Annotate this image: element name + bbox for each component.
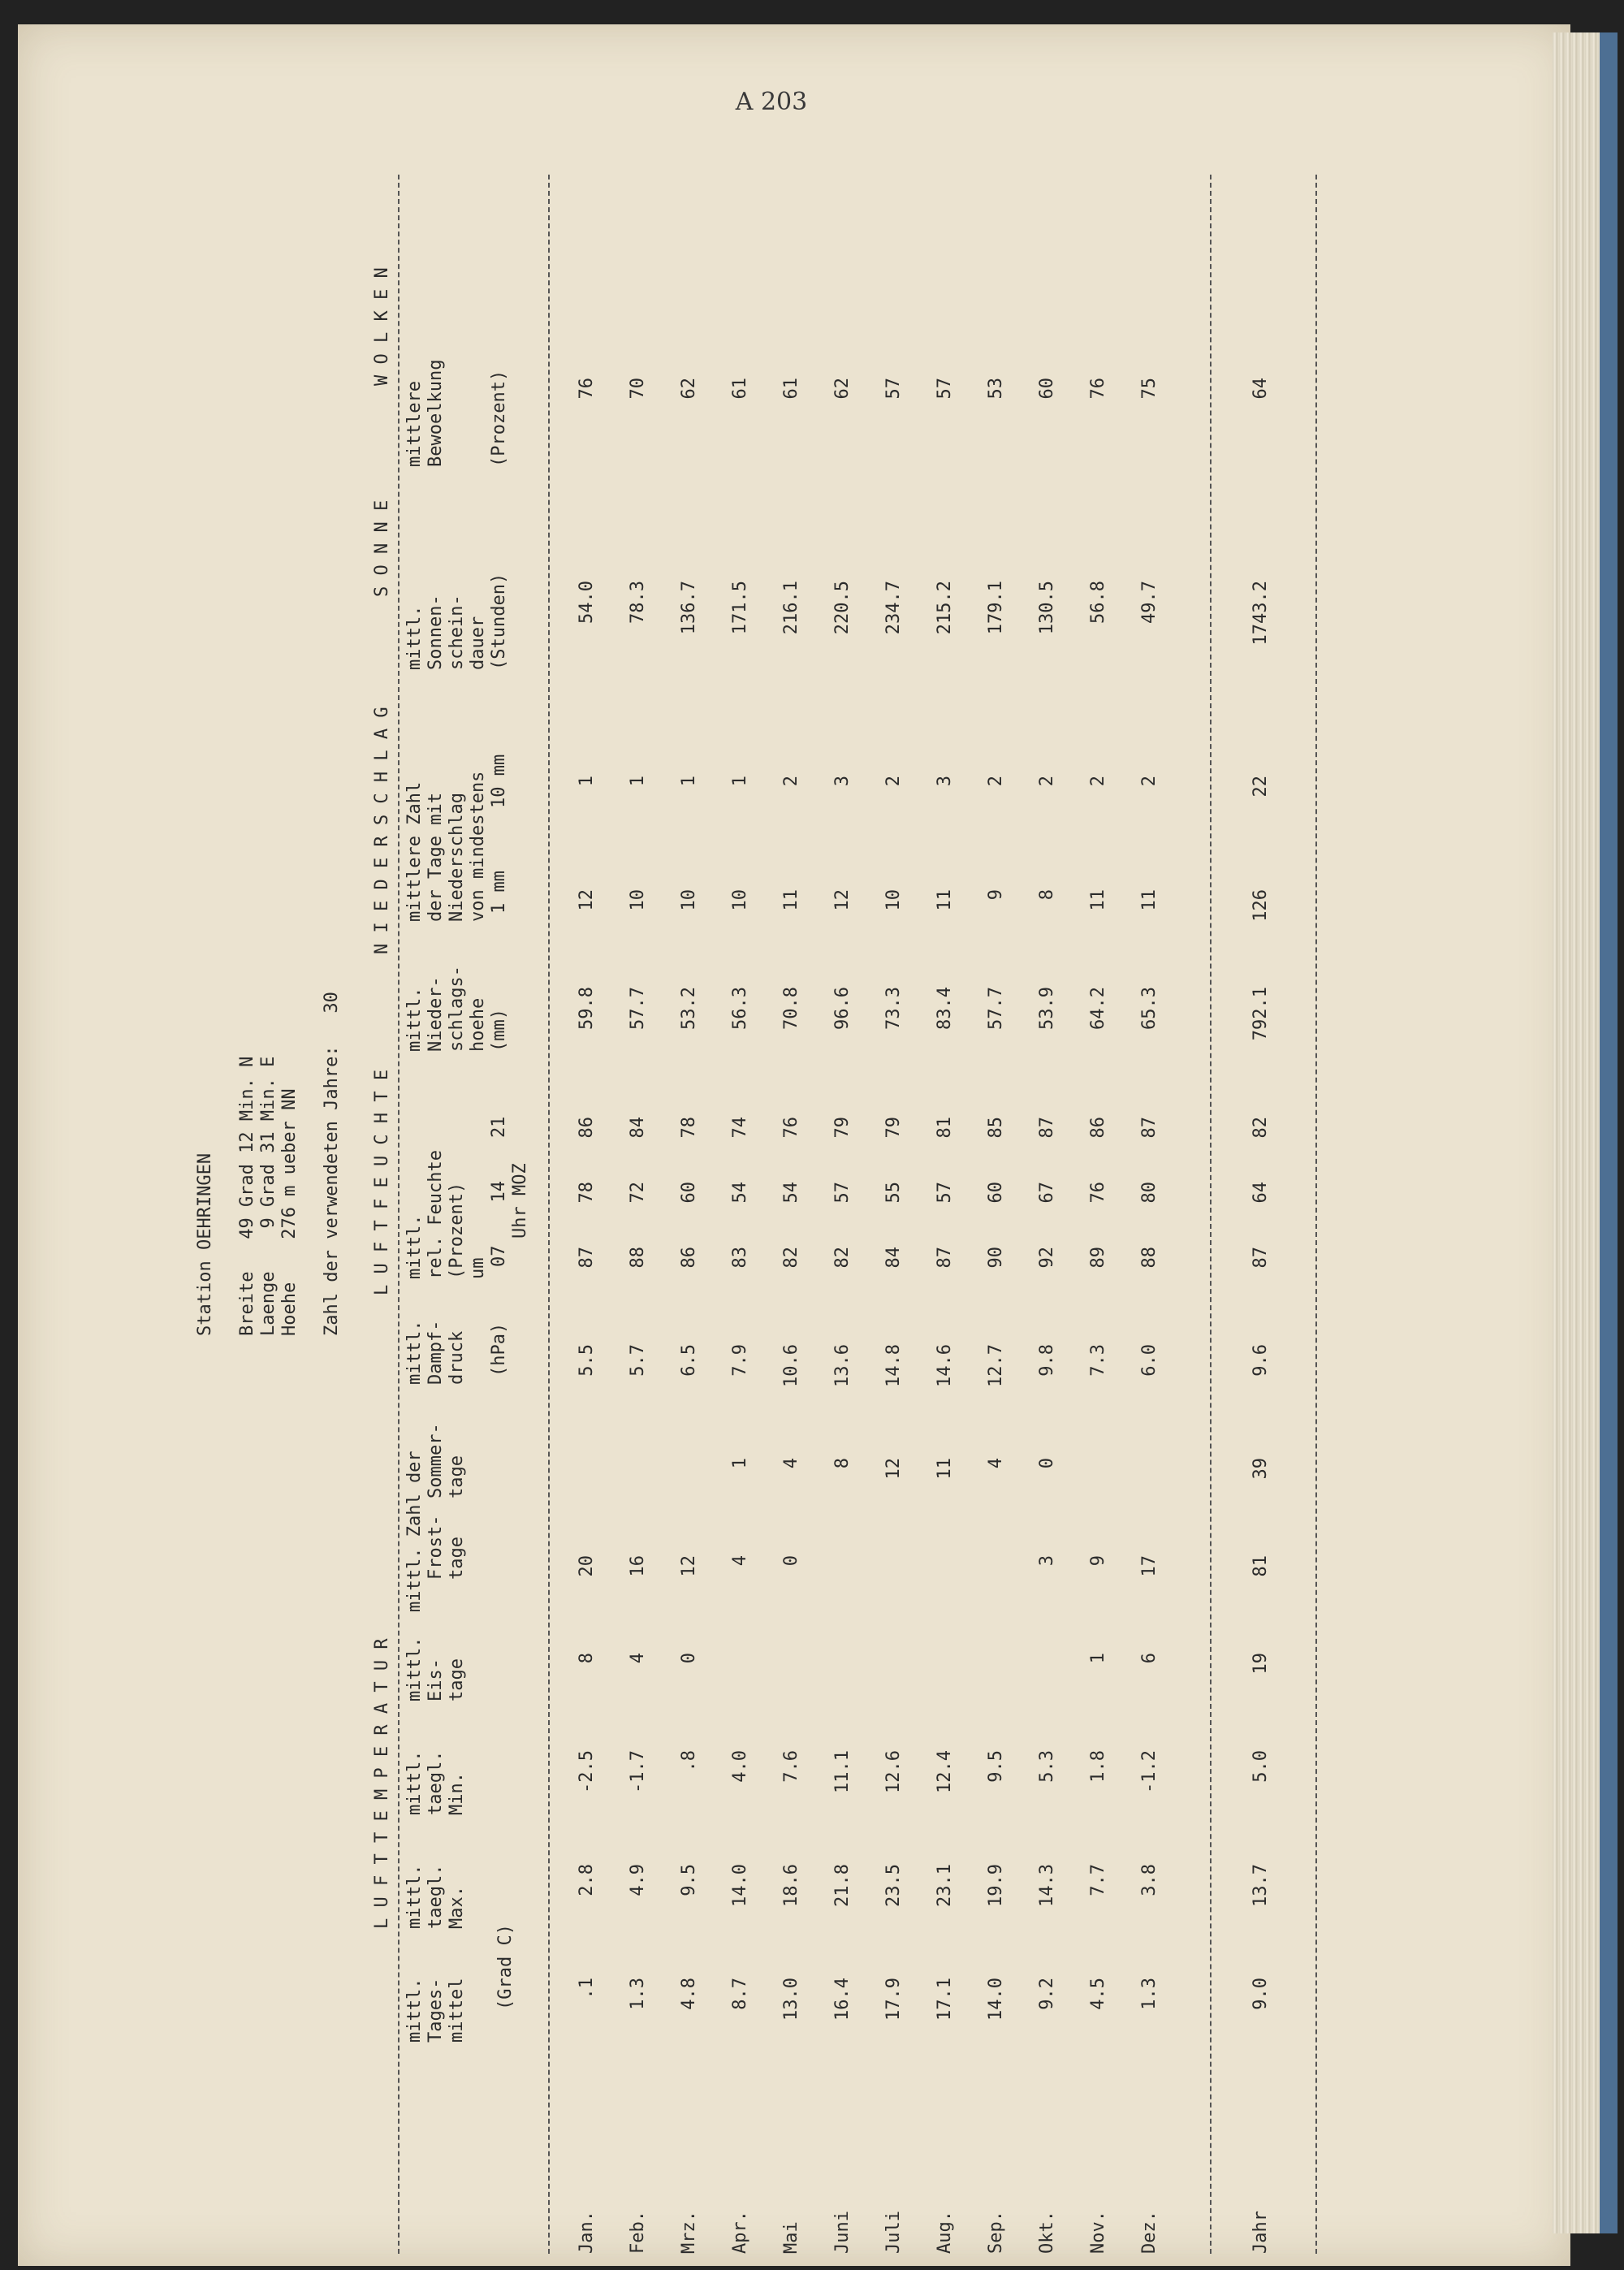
table-row-mx: 21.8: [832, 1864, 853, 1907]
group-wolken: W O L K E N: [372, 267, 392, 386]
table-row-mx: 18.6: [781, 1864, 801, 1907]
table-row-mn: 5.3: [1037, 1750, 1057, 1783]
table-row-ns: 96.6: [832, 987, 853, 1030]
table-row-som: 8: [832, 1458, 853, 1469]
table-row-f14: 67: [1037, 1182, 1057, 1204]
year-row-f07: 87: [1250, 1247, 1271, 1269]
table-row-f07: 87: [577, 1247, 597, 1269]
table-row-m: Aug.: [935, 2211, 955, 2254]
table-row-sun: 234.7: [883, 581, 904, 635]
table-row-mx: 2.8: [577, 1864, 597, 1896]
table-row-cl: 70: [628, 378, 648, 400]
table-row-t: .1: [577, 1978, 597, 2000]
table-row-ns: 57.7: [628, 987, 648, 1030]
table-row-som: 12: [883, 1458, 904, 1480]
table-row-sun: 136.7: [679, 581, 699, 635]
table-row-dd: 5.5: [577, 1344, 597, 1377]
table-row-n10: 2: [1139, 776, 1160, 787]
table-row-frost: 4: [730, 1555, 750, 1567]
table-row-ns: 65.3: [1139, 987, 1160, 1030]
table-row-n1: 10: [883, 889, 904, 911]
table-row-ns: 70.8: [781, 987, 801, 1030]
header-ns-1mm: 1 mm: [489, 871, 509, 914]
station-name: Station OEHRINGEN: [195, 1152, 215, 1336]
table-row-mn: 7.6: [781, 1750, 801, 1783]
table-row-m: Jan.: [577, 2211, 597, 2254]
table-row-ns: 53.9: [1037, 987, 1057, 1030]
year-row-ns: 792.1: [1250, 987, 1271, 1041]
table-row-f21: 86: [577, 1117, 597, 1139]
table-row-sun: 215.2: [935, 581, 955, 635]
table-row-t: 4.5: [1088, 1978, 1108, 2010]
table-row-som: 4: [781, 1458, 801, 1469]
header-frosttage: Frost- tage: [425, 1515, 467, 1580]
table-row-mn: 4.0: [730, 1750, 750, 1783]
table-row-cl: 62: [679, 378, 699, 400]
table-row-som: 11: [935, 1458, 955, 1480]
header-dampfdruck: mittl. Dampf- druck: [404, 1320, 467, 1385]
group-lufttemperatur: L U F T T E M P E R A T U R: [372, 1638, 392, 1929]
table-row-f21: 76: [781, 1117, 801, 1139]
table-row-eis: 8: [577, 1653, 597, 1664]
header-bewoelkung: mittlere Bewoelkung (Prozent): [404, 359, 509, 467]
table-row-mx: 23.5: [883, 1864, 904, 1907]
year-row-n10: 22: [1250, 776, 1271, 798]
table-row-f14: 76: [1088, 1182, 1108, 1204]
table-row-n10: 3: [832, 776, 853, 787]
table-row-n1: 12: [577, 889, 597, 911]
table-row-t: 16.4: [832, 1978, 853, 2021]
header-temp-unit: (Grad C): [495, 1924, 516, 2010]
table-row-ns: 56.3: [730, 987, 750, 1030]
table-row-n1: 8: [1037, 889, 1057, 901]
table-row-mx: 9.5: [679, 1864, 699, 1896]
table-row-eis: 6: [1139, 1653, 1160, 1664]
table-row-ns: 83.4: [935, 987, 955, 1030]
table-row-frost: 9: [1088, 1555, 1108, 1567]
table-row-f14: 60: [679, 1182, 699, 1204]
table-row-sun: 56.8: [1088, 581, 1108, 624]
table-row-n1: 11: [1088, 889, 1108, 911]
year-row-f21: 82: [1250, 1117, 1271, 1139]
year-row-eis: 19: [1250, 1653, 1271, 1675]
table-row-ns: 57.7: [986, 987, 1006, 1030]
table-row-t: 13.0: [781, 1978, 801, 2021]
table-row-f14: 57: [935, 1182, 955, 1204]
table-row-som: 0: [1037, 1458, 1057, 1469]
book-cover-edge: [1600, 32, 1618, 2233]
table-row-frost: 12: [679, 1555, 699, 1577]
table-row-f14: 78: [577, 1182, 597, 1204]
table-row-n10: 2: [986, 776, 1006, 787]
table-row-n1: 11: [781, 889, 801, 911]
year-row-n1: 126: [1250, 889, 1271, 922]
table-row-frost: 20: [577, 1555, 597, 1577]
year-row-m: Jahr: [1250, 2211, 1271, 2254]
table-row-frost: 16: [628, 1555, 648, 1577]
table-row-n10: 2: [781, 776, 801, 787]
station-longitude: Laenge 9 Grad 31 Min. E: [258, 1056, 279, 1336]
table-row-n10: 3: [935, 776, 955, 787]
table-row-f21: 78: [679, 1117, 699, 1139]
rule-header-bottom: [548, 175, 550, 2254]
table-row-f07: 83: [730, 1247, 750, 1269]
table-row-cl: 76: [1088, 378, 1108, 400]
table-row-f07: 87: [935, 1247, 955, 1269]
table-row-f14: 72: [628, 1182, 648, 1204]
table-row-m: Mrz.: [679, 2211, 699, 2254]
table-row-f21: 74: [730, 1117, 750, 1139]
table-row-mn: 12.6: [883, 1750, 904, 1793]
table-row-mn: -2.5: [577, 1750, 597, 1793]
table-row-cl: 75: [1139, 378, 1160, 400]
table-row-f21: 84: [628, 1117, 648, 1139]
table-row-m: Apr.: [730, 2211, 750, 2254]
table-row-eis: 0: [679, 1653, 699, 1664]
table-row-n1: 9: [986, 889, 1006, 901]
table-row-dd: 7.9: [730, 1344, 750, 1377]
table-row-t: 1.3: [628, 1978, 648, 2010]
year-row-t: 9.0: [1250, 1978, 1271, 2010]
table-row-sun: 78.3: [628, 581, 648, 624]
table-row-n1: 10: [628, 889, 648, 911]
group-niederschlag: N I E D E R S C H L A G: [372, 707, 392, 954]
station-altitude: Hoehe 276 m ueber NN: [279, 1088, 300, 1336]
table-row-f21: 81: [935, 1117, 955, 1139]
table-row-cl: 60: [1037, 378, 1057, 400]
table-row-mx: 4.9: [628, 1864, 648, 1896]
table-row-ns: 59.8: [577, 987, 597, 1030]
table-row-dd: 5.7: [628, 1344, 648, 1377]
table-row-sun: 54.0: [577, 581, 597, 624]
table-row-f21: 86: [1088, 1117, 1108, 1139]
table-row-f14: 57: [832, 1182, 853, 1204]
year-row-f14: 64: [1250, 1182, 1271, 1204]
table-row-f07: 88: [628, 1247, 648, 1269]
table-row-m: Juli: [883, 2211, 904, 2254]
table-row-f14: 80: [1139, 1182, 1160, 1204]
table-row-n10: 1: [628, 776, 648, 787]
header-uhr-moz: Uhr MOZ: [510, 1163, 530, 1239]
table-row-m: Okt.: [1037, 2211, 1057, 2254]
table-row-t: 9.2: [1037, 1978, 1057, 2010]
year-row-dd: 9.6: [1250, 1344, 1271, 1377]
table-row-cl: 53: [986, 378, 1006, 400]
table-row-f21: 79: [832, 1117, 853, 1139]
years-used: Zahl der verwendeten Jahre: 30: [322, 992, 342, 1336]
table-row-dd: 14.8: [883, 1344, 904, 1387]
table-row-cl: 57: [883, 378, 904, 400]
table-row-n1: 11: [935, 889, 955, 911]
table-row-dd: 6.5: [679, 1344, 699, 1377]
header-eistage: mittl. Eis- tage: [404, 1637, 467, 1701]
table-row-cl: 61: [730, 378, 750, 400]
header-ns-10mm: 10 mm: [489, 754, 509, 808]
table-row-m: Nov.: [1088, 2211, 1108, 2254]
group-sonne: S O N N E: [372, 499, 392, 597]
table-row-eis: 1: [1088, 1653, 1108, 1664]
table-row-ns: 53.2: [679, 987, 699, 1030]
table-row-som: 4: [986, 1458, 1006, 1469]
header-max: mittl. taegl. Max.: [404, 1864, 467, 1929]
rule-header-top: [398, 175, 400, 2254]
table-row-sun: 216.1: [781, 581, 801, 635]
table-row-mn: -1.7: [628, 1750, 648, 1793]
table-row-mx: 19.9: [986, 1864, 1006, 1907]
table-row-dd: 12.7: [986, 1344, 1006, 1387]
header-sommertage: Sommer- tage: [425, 1423, 467, 1498]
table-row-n10: 2: [883, 776, 904, 787]
table-row-n1: 10: [679, 889, 699, 911]
table-row-frost: 17: [1139, 1555, 1160, 1577]
table-row-m: Mai: [781, 2221, 801, 2254]
table-row-n1: 12: [832, 889, 853, 911]
table-row-n1: 10: [730, 889, 750, 911]
table-row-frost: 0: [781, 1555, 801, 1567]
header-dampfdruck-unit: (hPa): [489, 1322, 509, 1377]
table-row-dd: 7.3: [1088, 1344, 1108, 1377]
table-row-f21: 85: [986, 1117, 1006, 1139]
table-row-dd: 6.0: [1139, 1344, 1160, 1377]
table-row-cl: 62: [832, 378, 853, 400]
table-row-dd: 9.8: [1037, 1344, 1057, 1377]
table-row-m: Sep.: [986, 2211, 1006, 2254]
table-row-dd: 10.6: [781, 1344, 801, 1387]
table-row-cl: 57: [935, 378, 955, 400]
table-row-n10: 2: [1037, 776, 1057, 787]
table-row-f07: 86: [679, 1247, 699, 1269]
table-row-t: 4.8: [679, 1978, 699, 2010]
table-row-f14: 60: [986, 1182, 1006, 1204]
table-row-mn: .8: [679, 1750, 699, 1772]
table-row-sun: 49.7: [1139, 581, 1160, 624]
table-row-mn: 9.5: [986, 1750, 1006, 1783]
table-row-ns: 73.3: [883, 987, 904, 1030]
header-tagesmittel: mittl. Tages- mittel: [404, 1978, 467, 2043]
table-row-dd: 13.6: [832, 1344, 853, 1387]
table-row-sun: 130.5: [1037, 581, 1057, 635]
page-number: A 203: [735, 88, 808, 116]
table-row-mn: -1.2: [1139, 1750, 1160, 1793]
year-row-sun: 1743.2: [1250, 581, 1271, 646]
table-row-mx: 7.7: [1088, 1864, 1108, 1896]
table-row-dd: 14.6: [935, 1344, 955, 1387]
table-row-mn: 1.8: [1088, 1750, 1108, 1783]
table-row-t: 17.1: [935, 1978, 955, 2021]
table-row-m: Feb.: [628, 2211, 648, 2254]
header-rel-feuchte: mittl. rel. Feuchte (Prozent) um: [404, 1150, 488, 1279]
table-row-f07: 90: [986, 1247, 1006, 1269]
table-row-mn: 11.1: [832, 1750, 853, 1793]
table-row-t: 17.9: [883, 1978, 904, 2021]
table-row-m: Juni: [832, 2211, 853, 2254]
rule-table-bottom: [1315, 175, 1317, 2254]
table-row-mx: 14.0: [730, 1864, 750, 1907]
table-row-t: 1.3: [1139, 1978, 1160, 2010]
header-tage-mit-niederschlag: mittlere Zahl der Tage mit Niederschlag von mindestens: [404, 771, 488, 922]
table-row-f07: 82: [781, 1247, 801, 1269]
header-niederschlagshoehe: mittl. Nieder- schlags- hoehe (mm): [404, 966, 509, 1052]
table-row-f07: 82: [832, 1247, 853, 1269]
table-row-n10: 1: [679, 776, 699, 787]
header-zahl-der: mittl. Zahl der: [404, 1451, 425, 1612]
climate-table: [195, 175, 1340, 2254]
table-row-cl: 61: [781, 378, 801, 400]
table-row-n1: 11: [1139, 889, 1160, 911]
table-row-f07: 84: [883, 1247, 904, 1269]
table-row-n10: 1: [577, 776, 597, 787]
table-row-f21: 87: [1037, 1117, 1057, 1139]
table-row-sun: 179.1: [986, 581, 1006, 635]
table-row-sun: 220.5: [832, 581, 853, 635]
station-latitude: Breite 49 Grad 12 Min. N: [237, 1056, 257, 1336]
table-row-f07: 89: [1088, 1247, 1108, 1269]
year-row-som: 39: [1250, 1458, 1271, 1480]
table-row-f07: 92: [1037, 1247, 1057, 1269]
table-row-ns: 64.2: [1088, 987, 1108, 1030]
table-row-cl: 76: [577, 378, 597, 400]
table-row-n10: 2: [1088, 776, 1108, 787]
group-luftfeuchte: L U F T F E U C H T E: [372, 1069, 392, 1295]
table-row-t: 8.7: [730, 1978, 750, 2010]
header-min: mittl. taegl. Min.: [404, 1750, 467, 1815]
table-row-t: 14.0: [986, 1978, 1006, 2021]
year-row-mn: 5.0: [1250, 1750, 1271, 1783]
year-row-cl: 64: [1250, 378, 1271, 400]
table-row-mx: 14.3: [1037, 1864, 1057, 1907]
table-row-f21: 87: [1139, 1117, 1160, 1139]
header-uhrzeiten: 07 14 21: [489, 1116, 509, 1267]
table-row-mx: 3.8: [1139, 1864, 1160, 1896]
table-row-mx: 23.1: [935, 1864, 955, 1907]
table-row-f14: 54: [730, 1182, 750, 1204]
table-row-f14: 54: [781, 1182, 801, 1204]
table-row-sun: 171.5: [730, 581, 750, 635]
table-row-eis: 4: [628, 1653, 648, 1664]
table-row-mn: 12.4: [935, 1750, 955, 1793]
table-row-frost: 3: [1037, 1555, 1057, 1567]
year-row-mx: 13.7: [1250, 1864, 1271, 1907]
table-row-m: Dez.: [1139, 2211, 1160, 2254]
rule-year-top: [1210, 175, 1212, 2254]
table-row-f21: 79: [883, 1117, 904, 1139]
table-row-som: 1: [730, 1458, 750, 1469]
year-row-frost: 81: [1250, 1555, 1271, 1577]
table-row-n10: 1: [730, 776, 750, 787]
table-row-f07: 88: [1139, 1247, 1160, 1269]
header-sonnenschein: mittl. Sonnen- schein- dauer (Stunden): [404, 573, 509, 670]
table-row-f14: 55: [883, 1182, 904, 1204]
